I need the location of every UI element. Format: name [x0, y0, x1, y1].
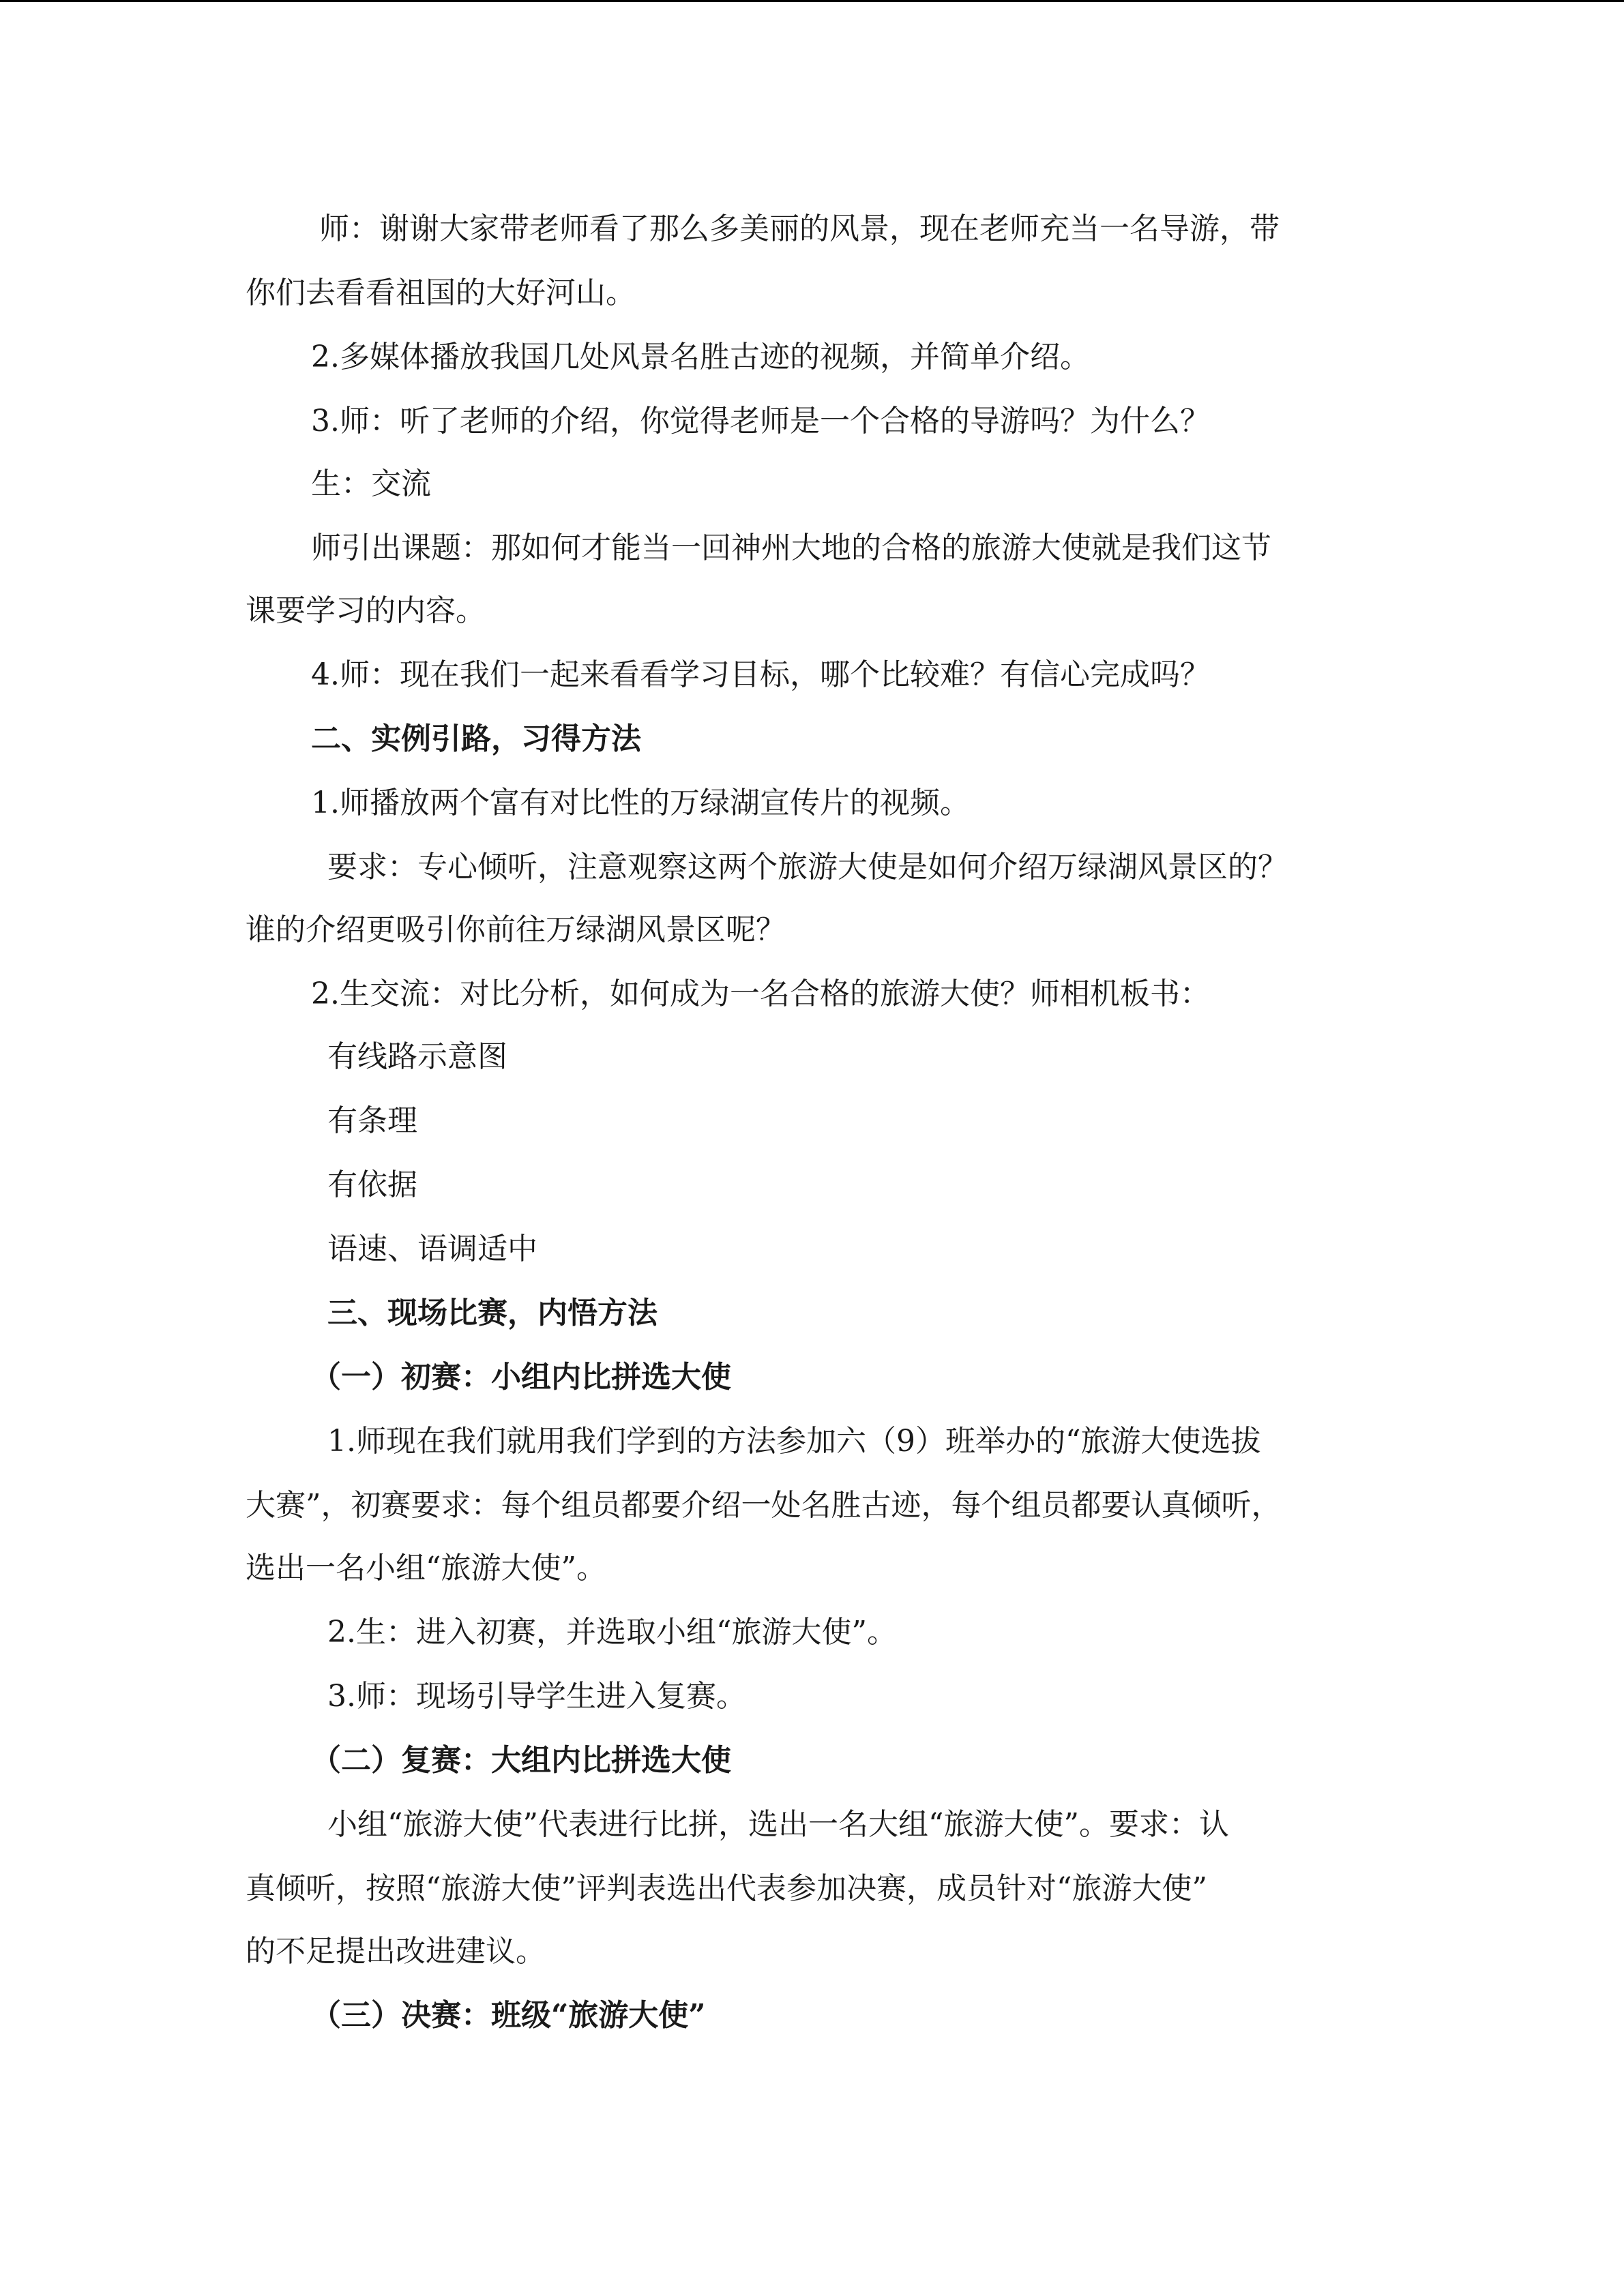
paragraph-line: 4.师：现在我们一起来看看学习目标，哪个比较难？有信心完成吗？ [311, 657, 1210, 692]
list-item: 有线路示意图 [327, 1039, 507, 1074]
paragraph-line: 大赛”，初赛要求：每个组员都要介绍一处名胜古迹，每个组员都要认真倾听， [246, 1488, 1282, 1523]
paragraph-line: 2.生交流：对比分析，如何成为一名合格的旅游大使？师相机板书： [311, 976, 1210, 1011]
paragraph-line: 3.师：听了老师的介绍，你觉得老师是一个合格的导游吗？为什么？ [311, 404, 1210, 438]
section-heading: 三、现场比赛，内悟方法 [327, 1296, 658, 1330]
paragraph-line: 的不足提出改进建议。 [246, 1934, 546, 1969]
paragraph-line: 要求：专心倾听，注意观察这两个旅游大使是如何介绍万绿湖风景区的？ [327, 850, 1288, 884]
paragraph-line: 2.生：进入初赛，并选取小组“旅游大使”。 [327, 1615, 897, 1650]
paragraph-line: 选出一名小组“旅游大使”。 [246, 1551, 606, 1585]
paragraph-line: 课要学习的内容。 [246, 593, 486, 628]
paragraph-line: 你们去看看祖国的大好河山。 [246, 275, 636, 310]
section-heading: 二、实例引路，习得方法 [311, 721, 641, 756]
paragraph-line: 1.师现在我们就用我们学到的方法参加六（9）班举办的“旅游大使选拔 [327, 1424, 1261, 1459]
subsection-heading: （三）决赛：班级“旅游大使” [311, 1998, 706, 2033]
list-item: 语速、语调适中 [327, 1232, 537, 1266]
subsection-heading: （一）初赛：小组内比拼选大使 [311, 1360, 731, 1395]
list-item: 有条理 [327, 1103, 417, 1138]
page-top-border [0, 0, 1624, 2]
paragraph-line: 生：交流 [311, 466, 431, 501]
paragraph-line: 小组“旅游大使”代表进行比拼，选出一名大组“旅游大使”。要求：认 [327, 1807, 1229, 1842]
paragraph-line: 师：谢谢大家带老师看了那么多美丽的风景，现在老师充当一名导游，带 [319, 211, 1280, 246]
paragraph-line: 真倾听，按照“旅游大使”评判表选出代表参加决赛，成员针对“旅游大使” [246, 1871, 1207, 1906]
paragraph-line: 师引出课题：那如何才能当一回神州大地的合格的旅游大使就是我们这节 [311, 531, 1271, 565]
paragraph-line: 3.师：现场引导学生进入复赛。 [327, 1679, 746, 1714]
subsection-heading: （二）复赛：大组内比拼选大使 [311, 1743, 731, 1778]
paragraph-line: 谁的介绍更吸引你前往万绿湖风景区呢？ [246, 912, 786, 947]
list-item: 有依据 [327, 1167, 417, 1202]
paragraph-line: 1.师播放两个富有对比性的万绿湖宣传片的视频。 [311, 786, 970, 820]
paragraph-line: 2.多媒体播放我国几处风景名胜古迹的视频，并简单介绍。 [311, 340, 1090, 374]
